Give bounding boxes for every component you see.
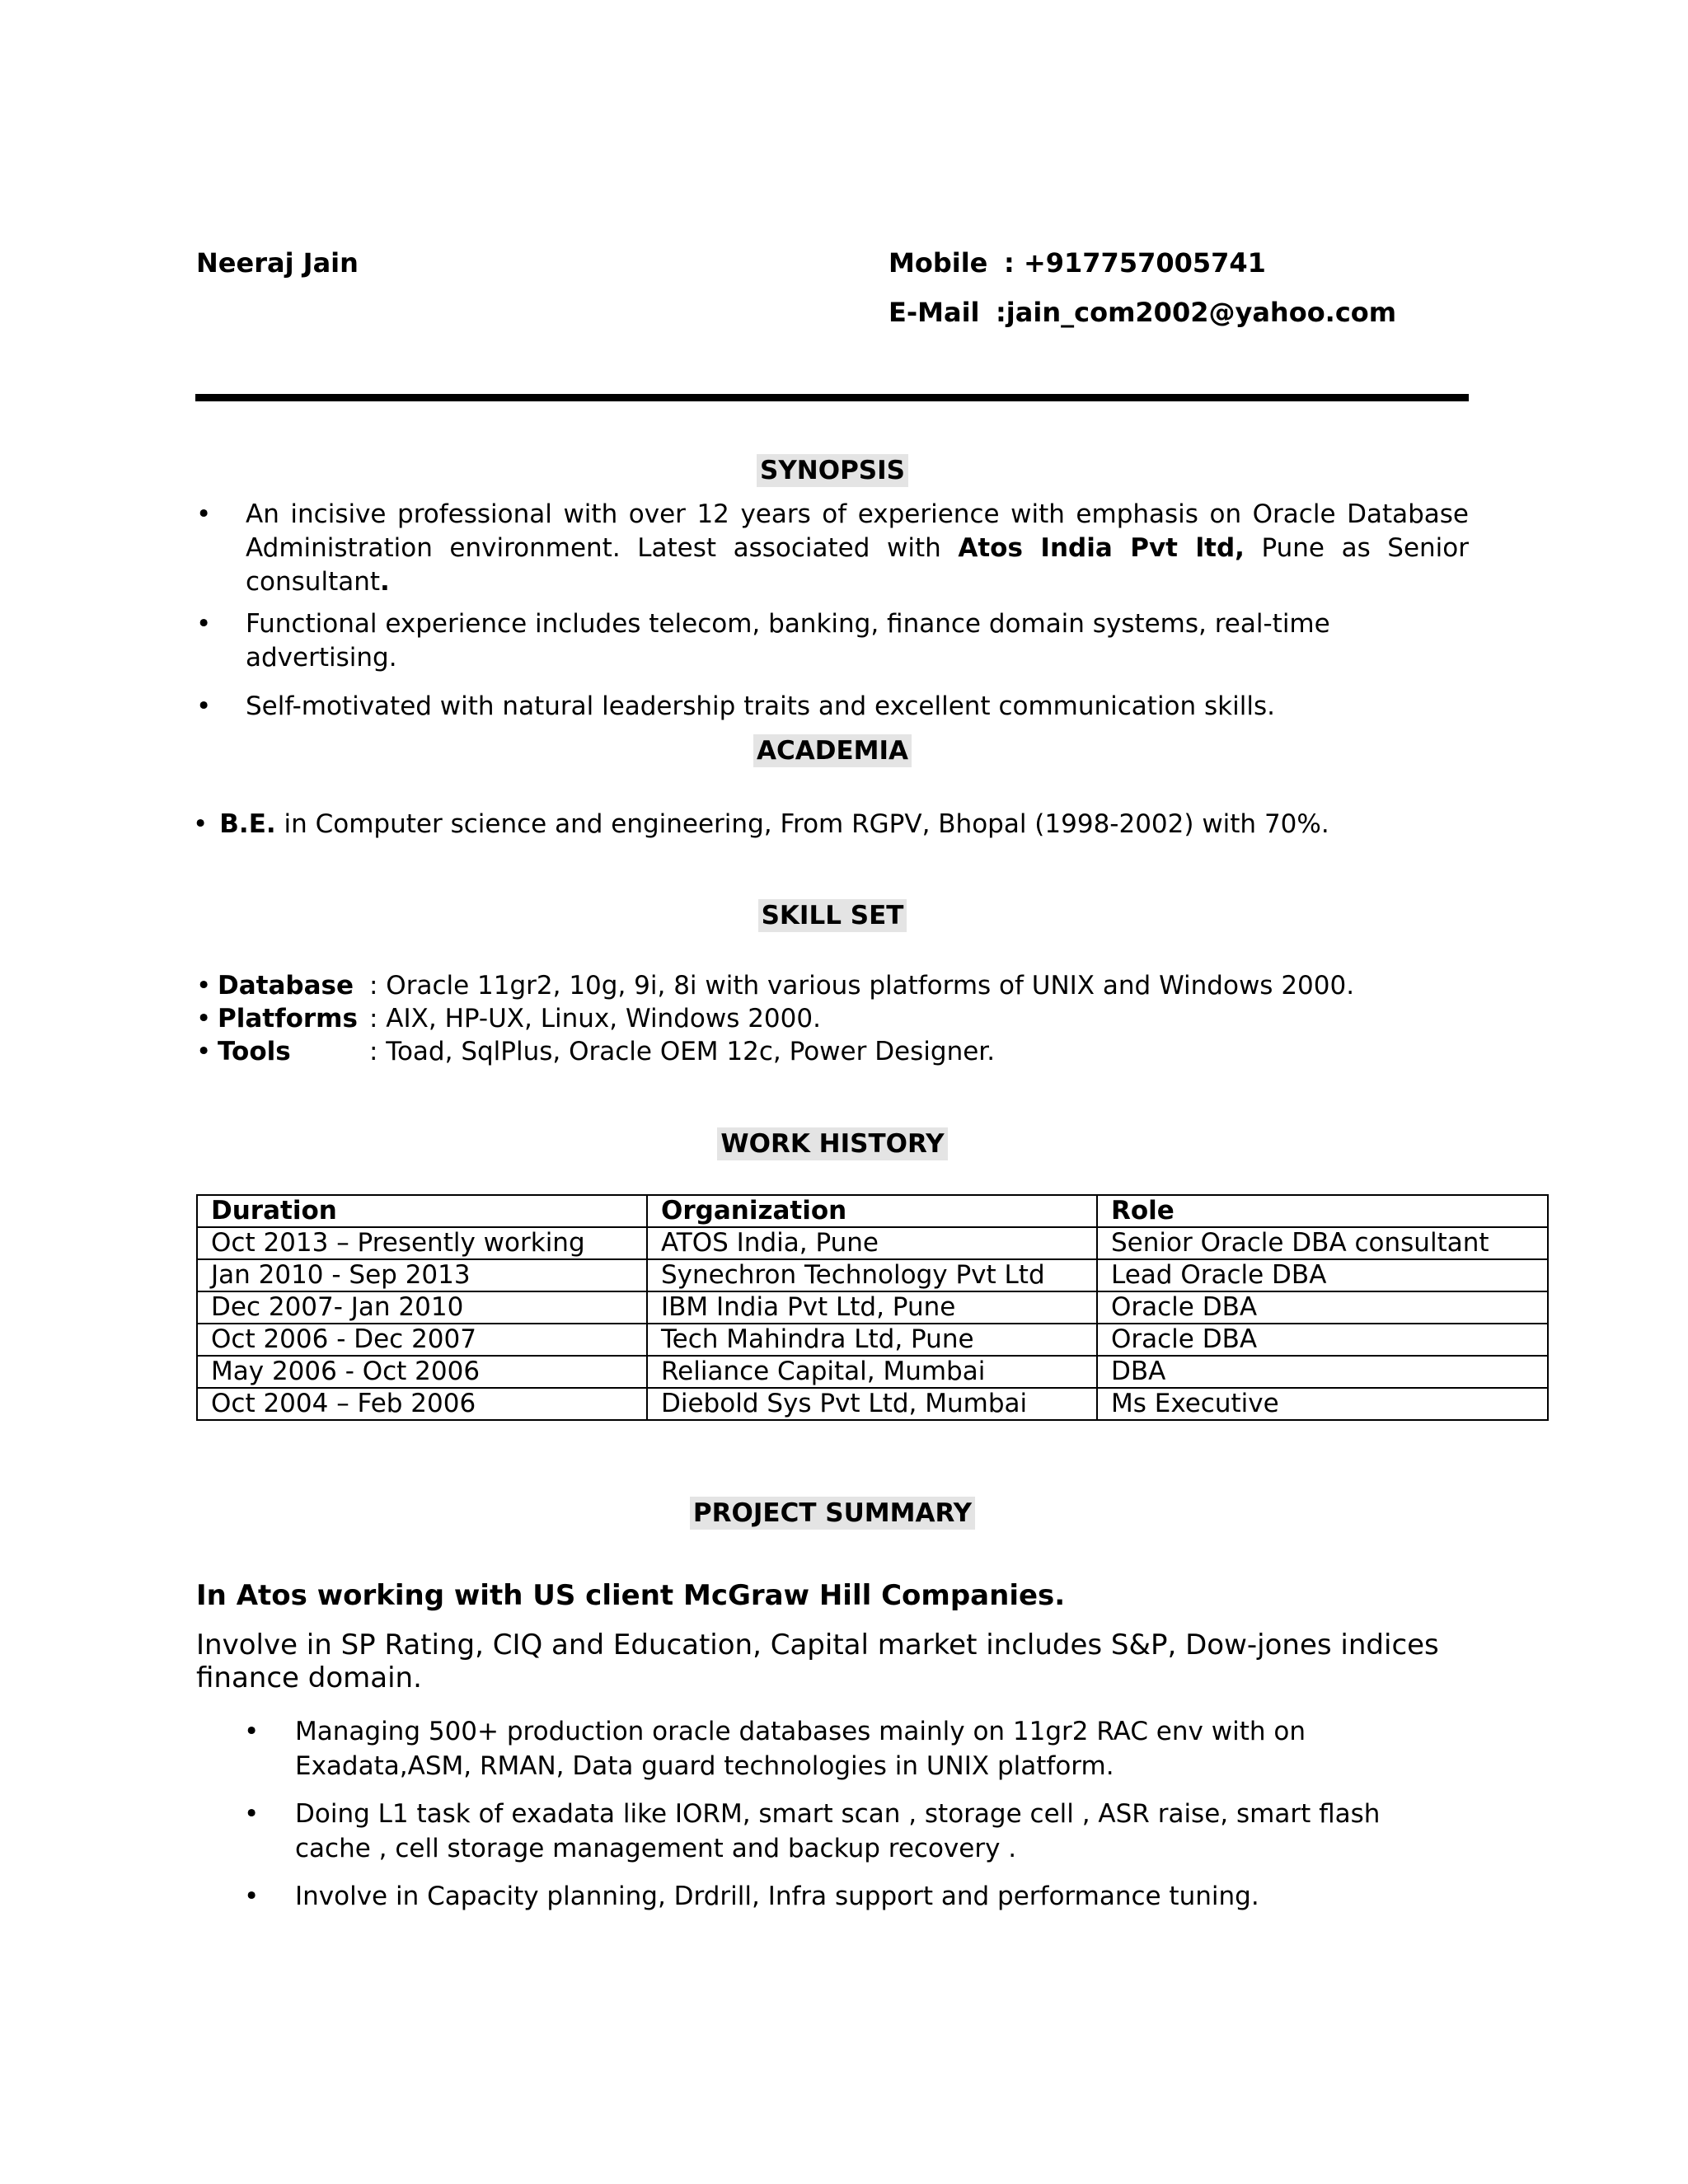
mobile-label: Mobile [889,247,988,279]
degree: B.E. [219,809,276,839]
skills-title [0,901,1665,930]
email-line [889,297,1396,328]
degree-detail: in Computer science and engineering, From RGPV, Bhopal (1998-2002) with 70%. [275,809,1329,839]
table-row [197,1356,1548,1388]
organization-cell: Synechron Technology Pvt Ltd [647,1259,1097,1291]
bullet-icon: • [196,1004,212,1033]
synopsis-title [0,456,1665,485]
role-cell: Oracle DBA [1097,1324,1548,1356]
skill-row [196,1035,1354,1068]
academia-title-text: ACADEMIA [753,734,912,767]
project-intro: Involve in SP Rating, CIQ and Education, Capital market includes S&P, Dow-jones indices finance domain. [196,1629,1439,1694]
email-label: E-Mail [889,297,980,328]
column-header-organization: Organization [647,1195,1097,1227]
duration-cell: Jan 2010 - Sep 2013 [197,1259,647,1291]
duration-cell: Oct 2006 - Dec 2007 [197,1324,647,1356]
table-row [197,1324,1548,1356]
role-cell: DBA [1097,1356,1548,1388]
academia-title [0,736,1665,766]
skill-key: Tools [218,1037,291,1066]
work-title-text: WORK HISTORY [717,1127,947,1160]
synopsis-item: • Functional experience includes telecom, banking, finance domain systems, real-time advertising. [196,607,1469,675]
header-divider [195,394,1469,401]
skill-row [196,969,1355,1002]
table-row [197,1227,1548,1259]
organization-cell: Tech Mahindra Ltd, Pune [647,1324,1097,1356]
synopsis-item-text: An incisive professional with over 12 years of experience with emphasis on Oracle Database Administration environment. Latest associated with [246,499,1469,563]
email-value: :jain_com2002@yahoo.com [996,297,1397,328]
table-row [197,1291,1548,1324]
synopsis-item-period: . [380,567,390,597]
role-cell: Ms Executive [1097,1388,1548,1420]
projects-title-text: PROJECT SUMMARY [690,1497,975,1530]
project-list [244,1714,1464,1927]
mobile-value: : +917757005741 [1004,247,1266,279]
role-cell: Oracle DBA [1097,1291,1548,1324]
duration-cell: Dec 2007- Jan 2010 [197,1291,647,1324]
synopsis-list [196,498,1469,724]
skill-key: Platforms [218,1004,358,1033]
skill-key: Database [218,971,354,1001]
synopsis-company: Atos India Pvt ltd, [958,533,1245,563]
duration-cell: Oct 2004 – Feb 2006 [197,1388,647,1420]
role-cell: Senior Oracle DBA consultant [1097,1227,1548,1259]
role-cell: Lead Oracle DBA [1097,1259,1548,1291]
candidate-name: Neeraj Jain [196,247,359,279]
work-history-table [196,1194,1549,1421]
skill-value: : Oracle 11gr2, 10g, 9i, 8i with various platforms of UNIX and Windows 2000. [369,971,1355,1001]
column-header-role: Role [1097,1195,1548,1227]
organization-cell: Reliance Capital, Mumbai [647,1356,1097,1388]
table-row [197,1388,1548,1420]
project-item: • Doing L1 task of exadata like IORM, smart scan , storage cell , ASR raise, smart flash cache , cell storage management and backup recovery . [244,1797,1464,1866]
skill-value: : AIX, HP-UX, Linux, Windows 2000. [369,1004,821,1033]
synopsis-item-text-end: Pune as Senior consultant [246,533,1469,597]
duration-cell: May 2006 - Oct 2006 [197,1356,647,1388]
projects-title [0,1498,1665,1528]
work-title [0,1129,1665,1159]
skill-value: : Toad, SqlPlus, Oracle OEM 12c, Power Designer. [369,1037,996,1066]
synopsis-item: • Self-motivated with natural leadership traits and excellent communication skills. [196,690,1469,724]
column-header-duration: Duration [197,1195,647,1227]
skills-title-text: SKILL SET [758,899,907,932]
duration-cell: Oct 2013 – Presently working [197,1227,647,1259]
synopsis-item [196,498,1469,599]
bullet-icon: • [196,971,212,1001]
organization-cell: IBM India Pvt Ltd, Pune [647,1291,1097,1324]
table-row [197,1259,1548,1291]
academia-entry [193,809,1329,839]
project-item: • Involve in Capacity planning, Drdrill, Infra support and performance tuning. [244,1879,1464,1914]
skills-list [196,969,1355,1068]
project-item: • Managing 500+ production oracle databases mainly on 11gr2 RAC env with on Exadata,ASM, RMAN, Data guard technologies in UNIX platform. [244,1714,1464,1783]
table-header-row [197,1195,1548,1227]
organization-cell: ATOS India, Pune [647,1227,1097,1259]
skill-row [196,1002,1354,1035]
project-heading: In Atos working with US client McGraw Hill Companies. [196,1579,1066,1612]
bullet-icon: • [193,809,209,839]
synopsis-title-text: SYNOPSIS [757,454,908,487]
organization-cell: Diebold Sys Pvt Ltd, Mumbai [647,1388,1097,1420]
mobile-line [889,247,1266,279]
bullet-icon: • [196,1037,212,1066]
